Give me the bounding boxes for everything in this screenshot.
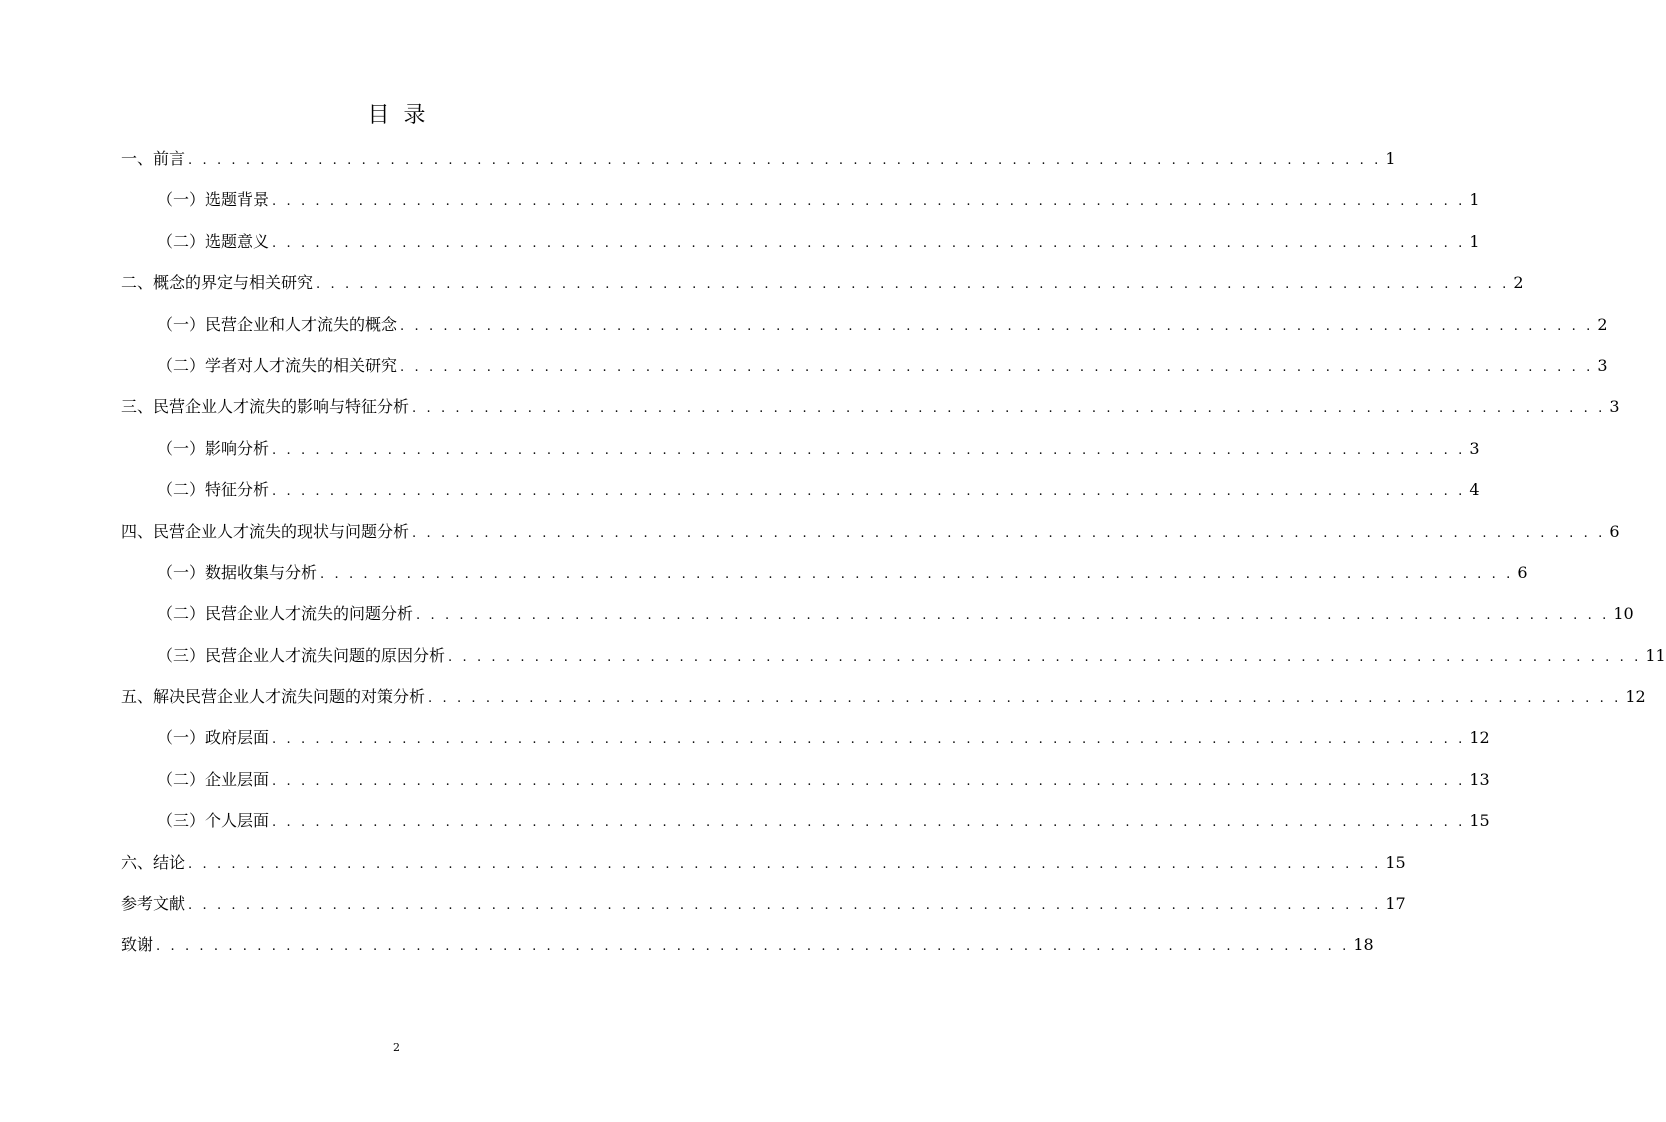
toc-entry-section (121, 262, 1524, 303)
toc-dot-leader: . . . . . . . . . . . . . . . . . . . . . . . . . . . . . . . . . . . . . . . . . . . . . . . . . . . . . . . . . . . . . . . . . . . . . . . . . . . . . . . . . . . (400, 359, 1594, 375)
toc-entry-label: 五、解决民营企业人才流失问题的对策分析 (121, 687, 426, 707)
toc-entry-label: 参考文献 (121, 894, 186, 914)
toc-entry-subsection (121, 304, 1608, 345)
footer-page-number: 2 (393, 1041, 400, 1054)
toc-entry-label: （一）民营企业和人才流失的概念 (157, 314, 398, 334)
toc-entry-subsection (121, 717, 1490, 758)
toc-entry-subsection (121, 221, 1480, 262)
toc-dot-leader: . . . . . . . . . . . . . . . . . . . . . . . . . . . . . . . . . . . . . . . . . . . . . . . . . . . . . . . . . . . . . . . . . . . . . . . . . . . . . . . . . . . (156, 939, 1350, 955)
toc-entry-page: 10 (1613, 604, 1634, 624)
toc-entry-label: （二）学者对人才流失的相关研究 (157, 355, 398, 375)
toc-entry-subsection (121, 759, 1490, 800)
toc-entry-page: 1 (1469, 231, 1480, 251)
toc-entry-page: 17 (1385, 894, 1406, 914)
toc-entry-label: 一、前言 (121, 149, 186, 168)
toc-dot-leader: . . . . . . . . . . . . . . . . . . . . . . . . . . . . . . . . . . . . . . . . . . . . . . . . . . . . . . . . . . . . . . . . . . . . . . . . . . . . . . . . . . . (316, 277, 1510, 293)
toc-dot-leader: . . . . . . . . . . . . . . . . . . . . . . . . . . . . . . . . . . . . . . . . . . . . . . . . . . . . . . . . . . . . . . . . . . . . . . . . . . . . . . . . . . . (400, 318, 1594, 334)
toc-entry-label: （一）选题背景 (157, 190, 270, 210)
toc-entry-label: 致谢 (121, 935, 154, 955)
toc-dot-leader: . . . . . . . . . . . . . . . . . . . . . . . . . . . . . . . . . . . . . . . . . . . . . . . . . . . . . . . . . . . . . . . . . . . . . . . . . . . . . . . . . . . (412, 525, 1606, 541)
toc-title: 目录 (367, 103, 440, 128)
toc-entry-page: 3 (1597, 355, 1608, 375)
toc-entry-section (121, 676, 1646, 717)
toc-entry-subsection (121, 469, 1480, 510)
toc-entry-label: （三）民营企业人才流失问题的原因分析 (157, 645, 446, 665)
toc-entry-subsection (121, 800, 1490, 841)
toc-entry-label: 三、民营企业人才流失的影响与特征分析 (121, 397, 410, 417)
toc-entry-label: （一）政府层面 (157, 728, 270, 748)
toc-entry-section (121, 842, 1406, 883)
toc-dot-leader: . . . . . . . . . . . . . . . . . . . . . . . . . . . . . . . . . . . . . . . . . . . . . . . . . . . . . . . . . . . . . . . . . . . . . . . . . . . . . . . . . . . (448, 649, 1642, 665)
toc-dot-leader: . . . . . . . . . . . . . . . . . . . . . . . . . . . . . . . . . . . . . . . . . . . . . . . . . . . . . . . . . . . . . . . . . . . . . . . . . . . . . . . . . . . (412, 401, 1606, 417)
toc-entry-subsection (121, 635, 1666, 676)
toc-entry-page: 3 (1609, 397, 1620, 417)
toc-entry-label: 二、概念的界定与相关研究 (121, 273, 314, 293)
toc-entry-label: （二）民营企业人才流失的问题分析 (157, 604, 414, 624)
toc-dot-leader: . . . . . . . . . . . . . . . . . . . . . . . . . . . . . . . . . . . . . . . . . . . . . . . . . . . . . . . . . . . . . . . . . . . . . . . . . . . . . . . . . . . (272, 773, 1466, 789)
toc-entry-page: 18 (1353, 935, 1374, 955)
toc-entry-page: 1 (1469, 190, 1480, 210)
toc-entry-page: 6 (1609, 521, 1620, 541)
toc-entry-section (121, 386, 1620, 427)
toc-entry-label: 六、结论 (121, 852, 186, 872)
toc-entry-label: 四、民营企业人才流失的现状与问题分析 (121, 521, 410, 541)
toc-entry-section (121, 883, 1406, 924)
toc-dot-leader: . . . . . . . . . . . . . . . . . . . . . . . . . . . . . . . . . . . . . . . . . . . . . . . . . . . . . . . . . . . . . . . . . . . . . . . . . . . . . . . . . . . (272, 235, 1466, 251)
toc-entry-page: 1 (1385, 149, 1396, 168)
toc-entry-label: （三）个人层面 (157, 811, 270, 831)
toc-entry-subsection (121, 179, 1480, 220)
toc-entry-page: 12 (1469, 728, 1490, 748)
toc-entry-page: 12 (1625, 687, 1646, 707)
toc-entry-subsection (121, 428, 1480, 469)
toc-dot-leader: . . . . . . . . . . . . . . . . . . . . . . . . . . . . . . . . . . . . . . . . . . . . . . . . . . . . . . . . . . . . . . . . . . . . . . . . . . . . . . . . . . . (320, 566, 1514, 582)
toc-dot-leader: . . . . . . . . . . . . . . . . . . . . . . . . . . . . . . . . . . . . . . . . . . . . . . . . . . . . . . . . . . . . . . . . . . . . . . . . . . . . . . . . . . . (272, 442, 1466, 458)
toc-entry-label: （二）选题意义 (157, 231, 270, 251)
toc-entry-section (121, 511, 1620, 552)
toc-entry-label: （二）企业层面 (157, 769, 270, 789)
toc-entry-page: 3 (1469, 438, 1480, 458)
toc-dot-leader: . . . . . . . . . . . . . . . . . . . . . . . . . . . . . . . . . . . . . . . . . . . . . . . . . . . . . . . . . . . . . . . . . . . . . . . . . . . . . . . . . . . (188, 898, 1382, 914)
toc-dot-leader: . . . . . . . . . . . . . . . . . . . . . . . . . . . . . . . . . . . . . . . . . . . . . . . . . . . . . . . . . . . . . . . . . . . . . . . . . . . . . . . . . . . (416, 608, 1610, 624)
toc-dot-leader: . . . . . . . . . . . . . . . . . . . . . . . . . . . . . . . . . . . . . . . . . . . . . . . . . . . . . . . . . . . . . . . . . . . . . . . . . . . . . . . . . . . (272, 815, 1466, 831)
toc-entry-page: 15 (1385, 852, 1406, 872)
toc-dot-leader: . . . . . . . . . . . . . . . . . . . . . . . . . . . . . . . . . . . . . . . . . . . . . . . . . . . . . . . . . . . . . . . . . . . . . . . . . . . . . . . . . . . (272, 732, 1466, 748)
toc-entry-subsection (121, 593, 1634, 634)
toc-entry-page: 6 (1517, 562, 1528, 582)
toc-entry-page: 11 (1645, 645, 1666, 665)
toc-entry-subsection (121, 345, 1608, 386)
toc-entry-section (121, 138, 1396, 179)
toc-entry-label: （二）特征分析 (157, 480, 270, 500)
toc-list (121, 138, 1666, 966)
toc-dot-leader: . . . . . . . . . . . . . . . . . . . . . . . . . . . . . . . . . . . . . . . . . . . . . . . . . . . . . . . . . . . . . . . . . . . . . . . . . . . . . . . . . . . (188, 153, 1382, 168)
toc-dot-leader: . . . . . . . . . . . . . . . . . . . . . . . . . . . . . . . . . . . . . . . . . . . . . . . . . . . . . . . . . . . . . . . . . . . . . . . . . . . . . . . . . . . (272, 484, 1466, 500)
toc-entry-label: （一）数据收集与分析 (157, 562, 318, 582)
toc-entry-page: 2 (1513, 273, 1524, 293)
toc-dot-leader: . . . . . . . . . . . . . . . . . . . . . . . . . . . . . . . . . . . . . . . . . . . . . . . . . . . . . . . . . . . . . . . . . . . . . . . . . . . . . . . . . . . (428, 691, 1622, 707)
toc-entry-section (121, 924, 1374, 965)
toc-entry-page: 4 (1469, 480, 1480, 500)
toc-entry-label: （一）影响分析 (157, 438, 270, 458)
toc-entry-subsection (121, 552, 1528, 593)
toc-dot-leader: . . . . . . . . . . . . . . . . . . . . . . . . . . . . . . . . . . . . . . . . . . . . . . . . . . . . . . . . . . . . . . . . . . . . . . . . . . . . . . . . . . . (272, 194, 1466, 210)
toc-entry-page: 2 (1597, 314, 1608, 334)
toc-entry-page: 15 (1469, 811, 1490, 831)
toc-dot-leader: . . . . . . . . . . . . . . . . . . . . . . . . . . . . . . . . . . . . . . . . . . . . . . . . . . . . . . . . . . . . . . . . . . . . . . . . . . . . . . . . . . . (188, 856, 1382, 872)
toc-entry-page: 13 (1469, 769, 1490, 789)
